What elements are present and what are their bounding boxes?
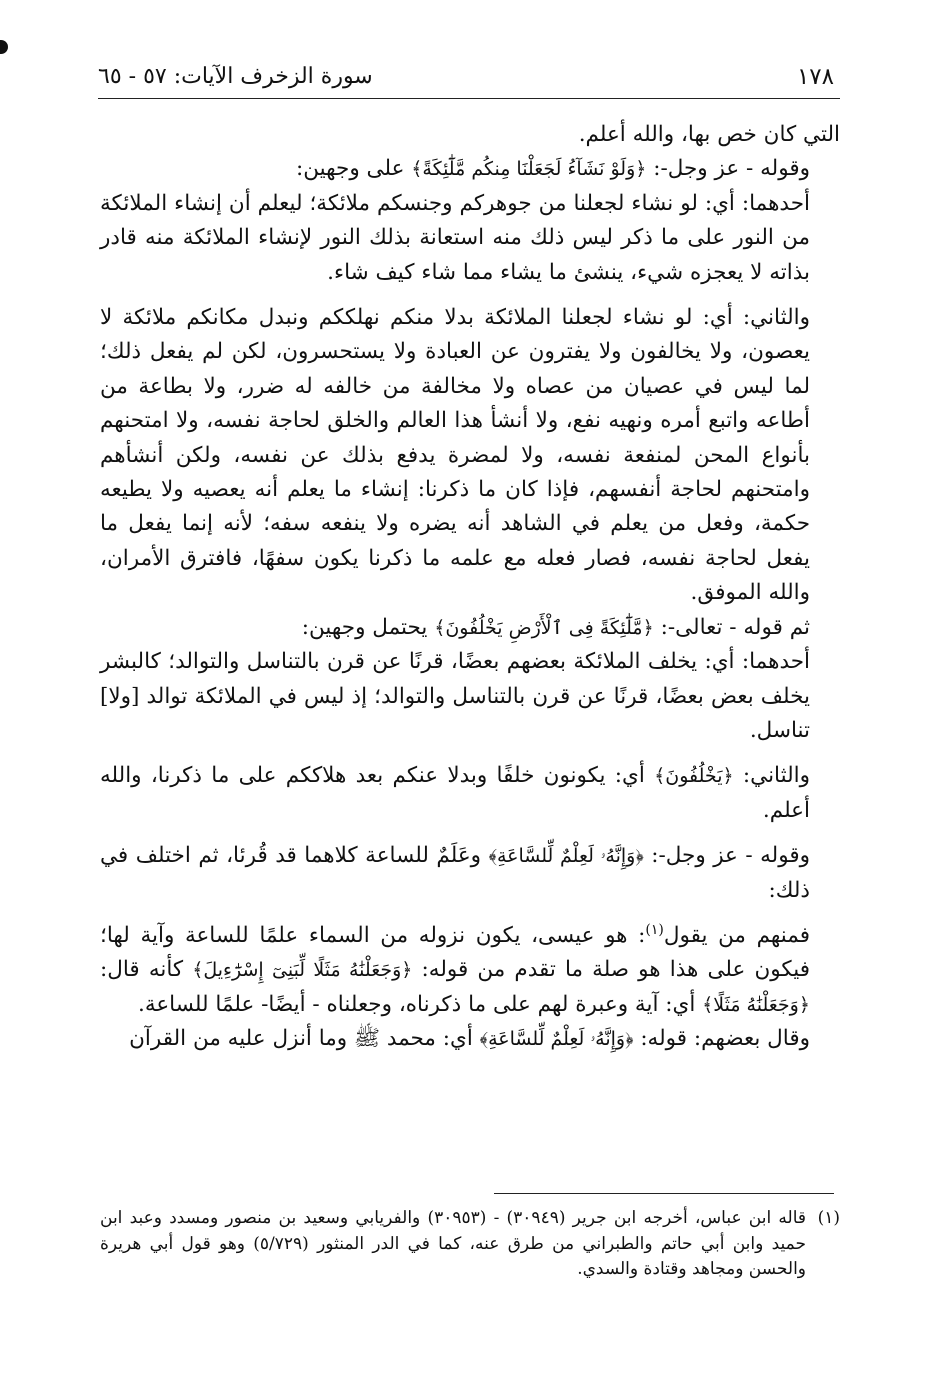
quran-verse: ﴿وَإِنَّهُۥ لَعِلْمٌ لِّلسَّاعَةِ﴾ [479, 1028, 634, 1051]
paragraph: والثاني: أي: لو نشاء لجعلنا الملائكة بدلا منكم نهلككم ونبدل مكانكم ملائكة لا يعصون، ولا يخالفون ولا يفترون عن العبادة ولا يستحسرون، لكن لم يفعل ذلك؛ لما ليس في عصيان من عصاه ولا مخالفة من خالفه له ضرر، ولا بطاعة من أطاعه واتبع أمره ونهيه نفع، ولا أنشأ هذا العالم والخلق لحاجة نفسه، ولا امتحنهم بأنواع المحن لمنفعة نفسه، ولا لمضرة يدفع بذلك عن نفسه، ولكن أنشأهم وامتحنهم لحاجة أنفسهم، فإذا كان ما ذكرنا: إنشاء ما يعلم أنه يعصيه ولا يطيعه حكمة، وفعل من يعلم في الشاهد أنه يضره ولا ينفعه سفه؛ لأنه إنما يفعل ما يفعل لحاجة نفسه، فصار فعله مع علمه ما ذكرنا يكون سفهًا، فافترق الأمران، والله الموفق. [100, 305, 810, 606]
footnote [100, 1206, 840, 1283]
footnote-text: قاله ابن عباس، أخرجه ابن جرير (٣٠٩٤٩) - (٣٠٩٥٣) والفريابي وسعيد بن منصور ومسدد وعبد ابن حميد وابن أبي حاتم والطبراني من طرق عنه، كما في الدر المنثور (٥/٧٢٩) وهو قول أبي هريرة والحسن ومجاهد وقتادة والسدي. [100, 1208, 806, 1279]
paragraph: أحدهما: أي: يخلف الملائكة بعضهم بعضًا، قرنًا عن قرن بالتناسل والتوالد؛ كالبشر يخلف بعض بعضًا، قرنًا عن قرن بالتناسل والتوالد؛ إذ ليس في الملائكة توالد [ولا] تناسل. [100, 649, 810, 743]
paragraph: وقوله - عز وجل-: ﴿وَإِنَّهُۥ لَعِلْمٌ لِّلسَّاعَةِ﴾ وعَلَمٌ للساعة كلاهما قد قُرئا، ثم اختلف في ذلك: [100, 843, 810, 903]
main-text [100, 118, 840, 1057]
paragraph: وقال بعضهم: قوله: ﴿وَإِنَّهُۥ لَعِلْمٌ لِّلسَّاعَةِ﴾ أي: محمد ﷺ وما أنزل عليه من القرآن [129, 1026, 810, 1052]
paragraph: فمنهم من يقول$^{(١)}$: هو عيسى، يكون نزوله من السماء علمًا للساعة وآية لها؛ فيكون على هذا هو صلة ما تقدم من قوله: ﴿وَجَعَلْنَٰهُ مَثَلًا لِّبَنِىٓ إِسْرَٰٓءِيلَ﴾ كأنه قال: ﴿وَجَعَلْنَٰهُ مَثَلًا﴾ أي: آية وعبرة لهم على ما ذكرناه، وجعلناه - أيضًا- علمًا للساعة. [100, 921, 810, 1017]
footnote-reference: (١) [645, 921, 664, 938]
quran-verse: ﴿وَإِنَّهُۥ لَعِلْمٌ لِّلسَّاعَةِ﴾ [488, 845, 644, 868]
footnote-number: (١) [817, 1208, 840, 1228]
quran-verse: ﴿وَلَوْ نَشَآءُ لَجَعَلْنَا مِنكُم مَّلَٰٓئِكَةً﴾ [411, 158, 647, 181]
paragraph: وقوله - عز وجل-: ﴿وَلَوْ نَشَآءُ لَجَعَلْنَا مِنكُم مَّلَٰٓئِكَةً﴾ على وجهين: [296, 156, 810, 182]
paragraph: ثم قوله - تعالى-: ﴿مَّلَٰٓئِكَةً فِى ٱلْأَرْضِ يَخْلُفُونَ﴾ يحتمل وجهين: [301, 614, 810, 640]
quran-verse: ﴿يَخْلُفُونَ﴾ [654, 765, 734, 788]
quran-verse: ﴿وَجَعَلْنَٰهُ مَثَلًا﴾ [702, 993, 810, 1016]
paragraph: أحدهما: أي: لو نشاء لجعلنا من جوهركم وجنسكم ملائكة؛ ليعلم أن إنشاء الملائكة من النور على ما ذكر ليس ذلك منه استعانة بذلك النور لإنشاء الملائكة منه قادر بذاته لا يعجزه شيء، ينشئ ما يشاء مما شاء كيف شاء. [100, 190, 810, 285]
quran-verse: ﴿مَّلَٰٓئِكَةً فِى ٱلْأَرْضِ يَخْلُفُونَ﴾ [434, 616, 654, 639]
page-number: ١٧٨ [796, 64, 834, 90]
quran-verse: ﴿وَجَعَلْنَٰهُ مَثَلًا لِّبَنِىٓ إِسْرَٰٓءِيلَ﴾ [192, 959, 413, 982]
paragraph: التي كان خص بها، والله أعلم. [578, 122, 840, 147]
footnote-separator [494, 1193, 834, 1194]
page-header [98, 58, 840, 99]
running-title: سورة الزخرف الآيات: ٥٧ - ٦٥ [98, 64, 373, 89]
paragraph: والثاني: ﴿يَخْلُفُونَ﴾ أي: يكونون خلفًا وبدلا عنكم بعد هلاككم على ما ذكرنا، والله أعلم. [100, 763, 811, 823]
scan-edge-mark [0, 40, 8, 54]
